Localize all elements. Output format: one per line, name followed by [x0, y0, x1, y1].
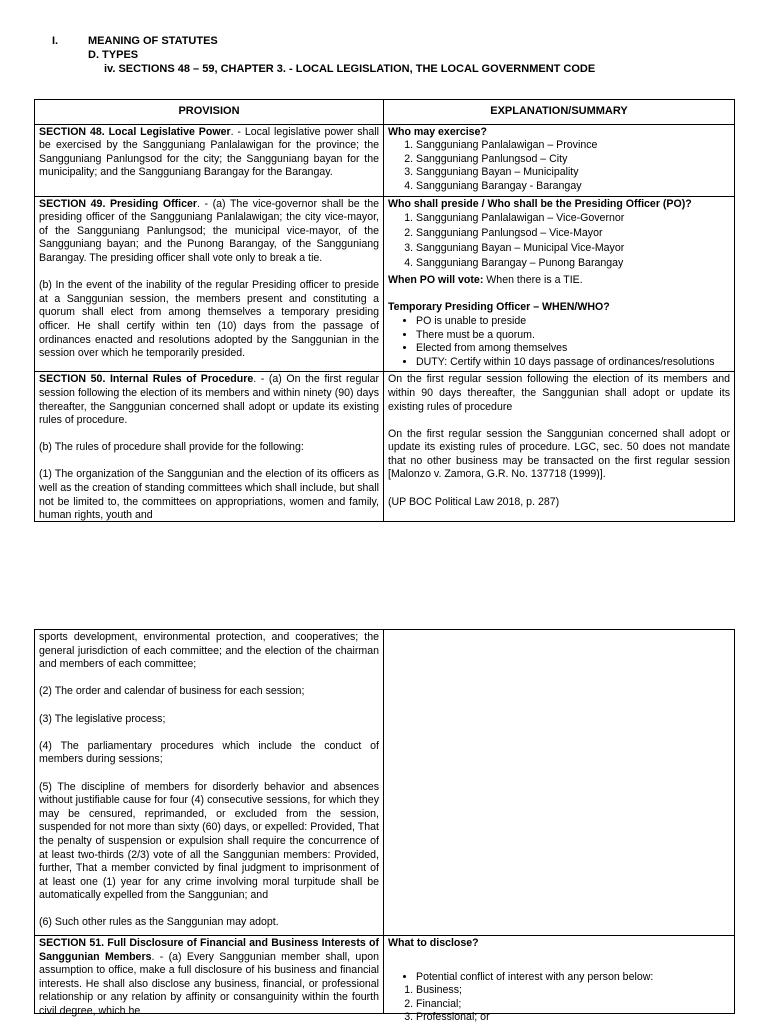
explanation-list: [388, 139, 730, 193]
provision-cell: [35, 196, 384, 372]
vote-label: When PO will vote:: [388, 274, 484, 287]
table-row-section-48: [35, 124, 735, 196]
provision-text: (5) The discipline of members for disorderly behavior and absences without justifiable cause for four (4) consecutive sessions, for which they may be censured, reprimanded, or excluded from the session, suspended for not more than sixty (60) days, or expelled: Provided, That the penalty of suspension or expulsion shall require the concurrence of at least two-thirds (2/3) vote of all the Sanggunian members: Provided, further, That a member convicted by final judgment to imprisonment of at least one (1) year for any crime involving moral turpitude shall be automatically expelled from the Sanggunian; and: [39, 780, 379, 902]
list-item: 1. Sangguniang Panlalawigan – Vice-Governor: [416, 211, 730, 226]
explanation-list: [388, 211, 730, 271]
list-item: • Elected from among themselves: [416, 342, 730, 356]
provision-text: sports development, environmental protection, and cooperatives; the general jurisdiction of each committee; and the election of the chairman and members of each committee;: [39, 631, 379, 671]
topic-title: iv. SECTIONS 48 – 59, CHAPTER 3. - LOCAL LEGISLATION, THE LOCAL GOVERNMENT CODE: [104, 63, 596, 75]
provisions-table-2: [34, 629, 735, 1024]
list-item: 3. Sangguniang Bayan – Municipal Vice-Mayor: [416, 241, 730, 256]
table-row-section-50-continued: [35, 630, 735, 936]
subsection-title: D. TYPES: [88, 49, 139, 61]
provision-cell: [35, 630, 384, 936]
provision-text: (2) The order and calendar of business for each session;: [39, 685, 305, 698]
section-number: I.: [52, 35, 59, 47]
explanation-title: Who shall preside / Who shall be the Presiding Officer (PO)?: [388, 197, 692, 210]
list-item: • PO is unable to preside: [416, 315, 730, 329]
table-row-section-50: [35, 372, 735, 522]
list-item: • DUTY: Certify within 10 days passage of ordinances/resolutions: [416, 356, 730, 370]
explanation-citation: (UP BOC Political Law 2018, p. 287): [388, 495, 560, 508]
provision-text: (b) In the event of the inability of the regular Presiding officer to preside at a Sanggunian session, the members present and constituting a quorum shall elect from among themselves a temporary presiding officer. He shall certify within ten (10) days from the passage of ordinances enacted and resolutions adopted by the Sanggunian in the session over which he temporarily presided.: [39, 279, 379, 360]
list-item: • There must be a quorum.: [416, 329, 730, 343]
document-header: [52, 34, 595, 76]
column-header-provision: PROVISION: [35, 100, 384, 125]
list-item: 4. Sangguniang Barangay – Punong Barangay: [416, 256, 730, 271]
list-item: 2. Sangguniang Panlungsod – Vice-Mayor: [416, 226, 730, 241]
disclosure-bullets: [388, 971, 730, 985]
list-item: 2. Sangguniang Panlungsod – City: [416, 153, 730, 167]
explanation-title: What to disclose?: [388, 937, 479, 950]
explanation-subtitle: Temporary Presiding Officer – WHEN/WHO?: [388, 301, 610, 314]
provision-text: (6) Such other rules as the Sanggunian may adopt.: [39, 916, 279, 929]
provision-title: SECTION 50. Internal Rules of Procedure: [39, 373, 254, 386]
list-item: • Potential conflict of interest with any person below:: [416, 971, 730, 985]
provision-title: SECTION 49. Presiding Officer: [39, 197, 197, 210]
explanation-cell: [384, 372, 735, 522]
provision-text: (4) The parliamentary procedures which include the conduct of members during sessions;: [39, 739, 379, 766]
provision-text: (b) The rules of procedure shall provide for the following:: [39, 441, 304, 454]
list-item: 3. Professional; or: [416, 1011, 730, 1025]
list-item: 3. Sangguniang Bayan – Municipality: [416, 166, 730, 180]
explanation-cell: [384, 196, 735, 372]
temp-officer-list: [388, 315, 730, 369]
provision-title: SECTION 51. Full Disclosure of Financial and Business Interests of Sanggunian Members: [39, 937, 379, 963]
section-title: MEANING OF STATUTES: [88, 35, 218, 47]
provisions-table-1: [34, 99, 735, 522]
provision-text: . - (a) The vice-governor shall be the presiding officer of the Sangguniang Panlalawigan; the city vice-mayor, of the Sangguniang Panlungsod; the municipal vice-mayor, of the Sangguniang bayan; and the Punong Barangay, of the Sangguniang Barangay. The presiding officer shall vote only to break a tie.: [39, 197, 380, 264]
list-item: 1. Sangguniang Panlalawigan – Province: [416, 139, 730, 153]
explanation-cell: [384, 936, 735, 1024]
provision-cell: [35, 124, 384, 196]
table-row-section-49: [35, 196, 735, 372]
explanation-cell: [384, 124, 735, 196]
provision-text: . - Local legislative power shall be exercised by the Sangguniang Panlalawigan for the province; the Sangguniang Panlungsod for the city; the Sangguniang bayan for the municipality; and the Sangguniang Barangay for the Barangay.: [39, 125, 379, 179]
disclosure-list: [388, 984, 730, 1025]
list-item: 4. Sangguniang Barangay - Barangay: [416, 180, 730, 194]
explanation-text: On the first regular session following the election of its members and within 90 days thereafter, the Sanggunian shall adopt or update its existing rules of procedure: [388, 373, 730, 413]
explanation-title: Who may exercise?: [388, 125, 487, 138]
provision-text: (1) The organization of the Sanggunian and the election of its officers as well as the creation of standing committees which shall include, but shall not be limited to, the committees on appropriations, women and family, human rights, youth and: [39, 468, 379, 522]
explanation-cell-empty: [384, 630, 735, 936]
provision-cell: [35, 936, 384, 1018]
provision-text: (3) The legislative process;: [39, 712, 166, 725]
explanation-text: On the first regular session the Sanggunian concerned shall adopt or update its existing rules of procedure. LGC, sec. 50 does not mandate that no other business may be transacted on the first regular session [Malonzo v. Zamora, G.R. No. 137718 (1999)].: [388, 427, 730, 481]
column-header-explanation: EXPLANATION/SUMMARY: [384, 100, 735, 125]
provision-title: SECTION 48. Local Legislative Power: [39, 125, 231, 138]
list-item: 2. Financial;: [416, 998, 730, 1012]
provision-text: . - (a) Every Sanggunian member shall, upon assumption to office, make a full disclosure of his business and financial interests. He shall also disclose any business, financial, or professional relationship or any relation by affinity or consanguinity within the fourth civil degree, which he: [39, 950, 379, 1018]
table-row-section-51: [35, 936, 735, 1014]
provision-cell: [35, 372, 384, 522]
provision-text: . - (a) On the first regular session following the election of its members and within ninety (90) days thereafter, the Sanggunian concerned shall adopt or update its existing rules of procedure.: [39, 373, 379, 427]
list-item: 1. Business;: [416, 984, 730, 998]
vote-text: When there is a TIE.: [483, 274, 583, 287]
